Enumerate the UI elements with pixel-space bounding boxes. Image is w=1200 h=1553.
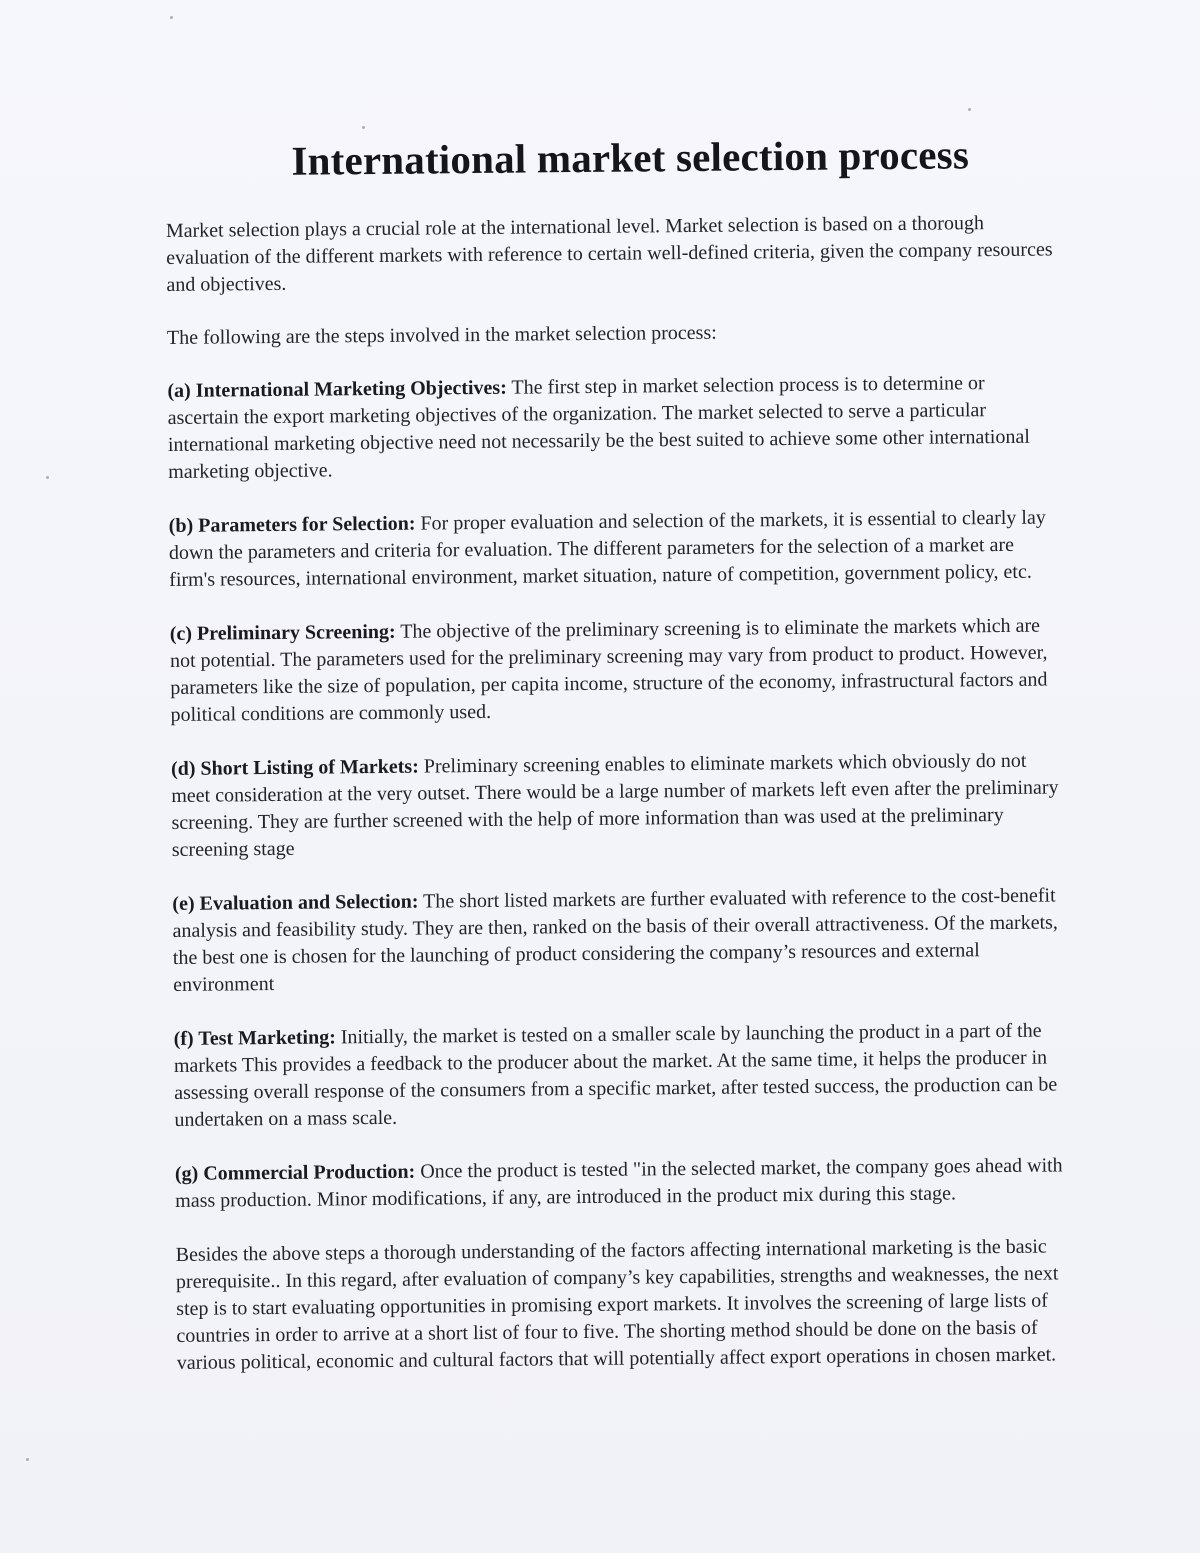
step-e-paragraph <box>172 882 1063 999</box>
step-e-term: (e) Evaluation and Selection: <box>172 890 419 915</box>
step-g-text: Once the product is tested "in the selected market, the company goes ahead with mass production. Minor modifications, if any, are introduced in the product mix during this stage. <box>175 1154 1063 1212</box>
document-body <box>165 129 1067 1403</box>
step-g-paragraph <box>175 1152 1065 1215</box>
step-d-paragraph <box>171 747 1062 864</box>
step-f-paragraph <box>174 1017 1065 1134</box>
step-g-term: (g) Commercial Production: <box>174 1160 416 1185</box>
step-c-paragraph <box>170 612 1061 729</box>
scan-speck <box>26 1458 29 1461</box>
intro-paragraph: Market selection plays a crucial role at the international level. Market selection is based on a thorough evaluation of the different markets with reference to certain well-defined criteria, given the company resources and objectives. <box>165 212 1053 296</box>
step-f-term: (f) Test Marketing: <box>173 1026 336 1050</box>
scan-speck <box>362 126 365 129</box>
step-b-paragraph <box>169 504 1060 594</box>
scan-speck <box>46 476 49 479</box>
document-title: International market selection process <box>291 131 970 184</box>
step-b-text: For proper evaluation and selection of the markets, it is essential to clearly lay down the parameters and criteria for evaluation. The different parameters for the selection of a market are firm's resources, international environment, market situation, nature of competition, government policy, etc. <box>168 506 1046 591</box>
step-e-text: The short listed markets are further evaluated with reference to the cost-benefit analysis and feasibility study. They are then, ranked on the basis of their overall attractiveness. Of the markets, the best one is chosen for the launching of product considering the company’s resources and external environment <box>172 884 1058 996</box>
scan-speck <box>968 108 971 111</box>
step-d-term: (d) Short Listing of Markets: <box>170 755 419 780</box>
scan-speck <box>170 16 173 19</box>
step-f-text: Initially, the market is tested on a smaller scale by launching the product in a part of the markets This provides a feedback to the producer about the market. At the same time, it helps the producer in assessing overall response of the consumers from a specific market, after tested success, the production can be undertaken on a mass scale. <box>173 1019 1058 1131</box>
closing-paragraph: Besides the above steps a thorough understanding of the factors affecting international marketing is the basic prerequisite.. In this regard, after evaluation of company’s key capabilities, strengths and weaknesses, the next step is to start evaluating opportunities in promising export markets. It involves the screening of large lists of countries in order to arrive at a short list of four to five. The shorting method should be done on the basis of various political, economic and cultural factors that will potentially affect export operations in chosen market. <box>175 1235 1059 1374</box>
step-c-term: (c) Preliminary Screening: <box>169 620 396 645</box>
step-b-term: (b) Parameters for Selection: <box>168 512 416 537</box>
step-a-text: The first step in market selection process is to determine or ascertain the export marketing objectives of the organization. The market selected to serve a particular international marketing objective need not necessarily be the best suited to achieve some other international marketing objective. <box>167 372 1030 483</box>
step-d-text: Preliminary screening enables to eliminate markets which obviously do not meet consideration at the very outset. There would be a large number of markets left even after the preliminary screening. They are further screened with the help of more information than was used at the preliminary screening stage <box>171 749 1059 861</box>
step-c-text: The objective of the preliminary screening is to eliminate the markets which are not potential. The parameters used for the preliminary screening may vary from product to product. However, parameters like the size of population, per capita income, structure of the economy, infrastructural factors and political conditions are commonly used. <box>169 614 1048 726</box>
step-a-paragraph <box>167 369 1058 486</box>
lead-paragraph: The following are the steps involved in the market selection process: <box>166 321 717 349</box>
step-a-term: (a) International Marketing Objectives: <box>167 376 507 402</box>
